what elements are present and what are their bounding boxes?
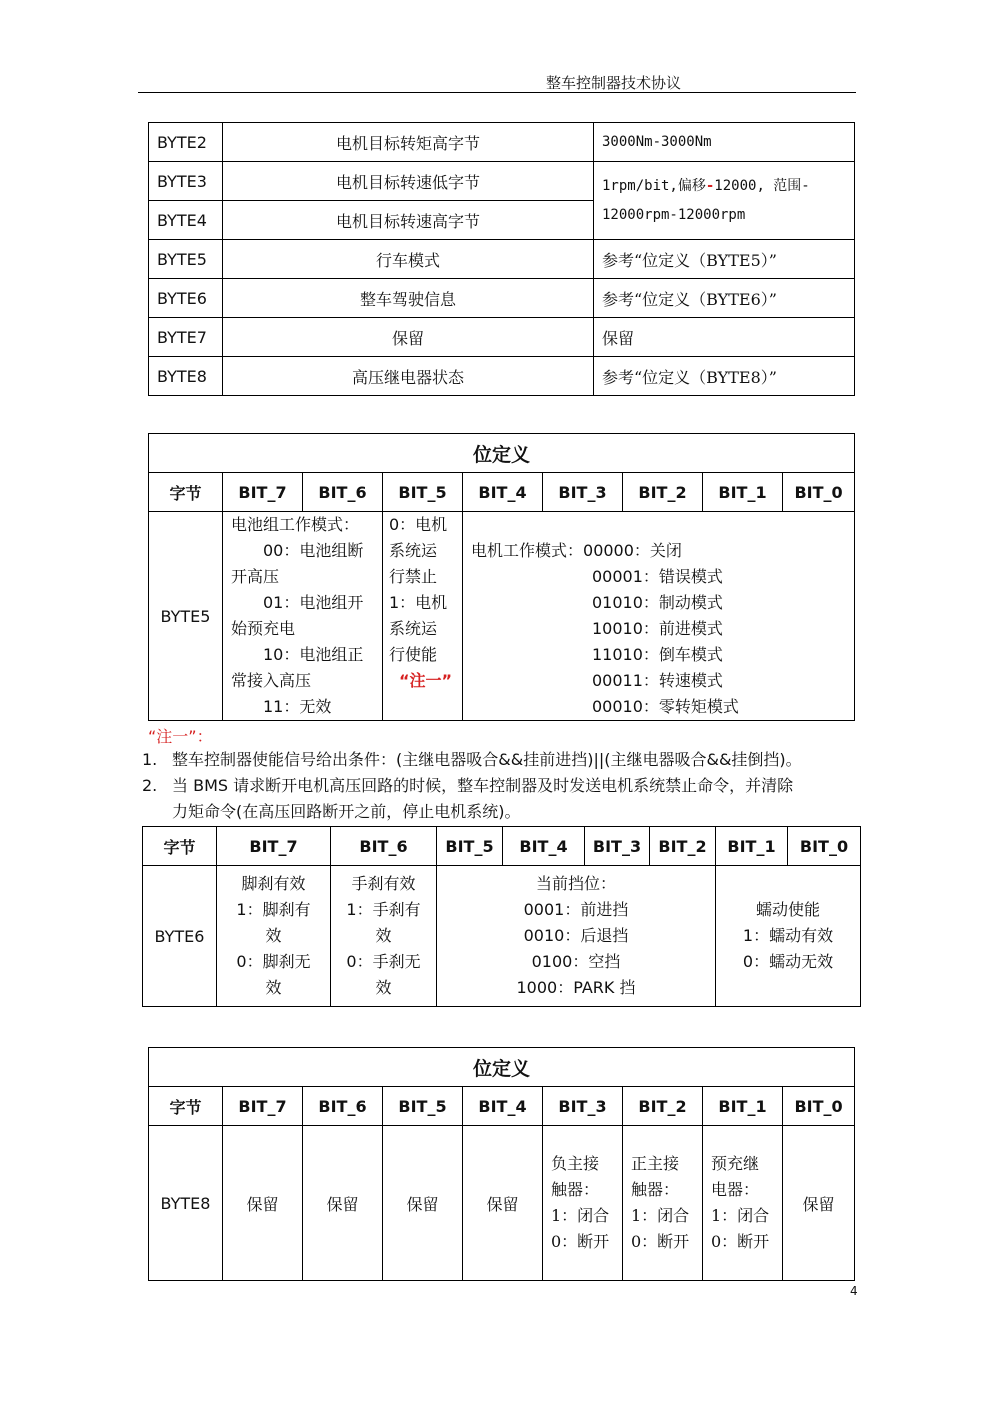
reserved-cell: 保留 [463, 1126, 543, 1281]
negative-contactor-line: 触器： [551, 1180, 600, 1199]
note-item-2 [142, 773, 862, 825]
gear-position-cell [437, 866, 716, 1007]
precharge-relay-line: 0：断开 [711, 1232, 770, 1251]
battery-mode-line: 01：电池组开 [263, 593, 364, 612]
bit7-header: BIT_7 [223, 473, 303, 512]
table-row [143, 866, 861, 1007]
hand-brake-line: 效 [375, 926, 392, 945]
bit3-header: BIT_3 [585, 827, 650, 866]
note-item-1 [142, 747, 862, 773]
positive-contactor-line: 触器： [631, 1180, 680, 1199]
precharge-relay-line: 预充继 [711, 1154, 760, 1173]
motor-enable-line: 行使能 [389, 645, 438, 664]
bit4-header: BIT_4 [503, 827, 585, 866]
motor-mode-item: 00010：零转矩模式 [592, 697, 739, 716]
bit-header-row [149, 1087, 855, 1126]
gear-position-line: 0010：后退挡 [523, 926, 629, 945]
bit1-header: BIT_1 [716, 827, 788, 866]
gear-position-line: 0100：空挡 [531, 952, 621, 971]
byte-cell: BYTE8 [149, 357, 223, 396]
speed-desc-line2: 12000rpm-12000rpm [602, 206, 746, 223]
battery-mode-line: 00：电池组断 [263, 541, 364, 560]
precharge-relay-cell [703, 1126, 783, 1281]
motor-enable-cell [383, 512, 463, 721]
foot-brake-line: 脚刹有效 [241, 874, 306, 893]
hand-brake-line: 手刹有效 [351, 874, 416, 893]
foot-brake-line: 1：脚刹有 [236, 900, 311, 919]
motor-mode-item: 01010：制动模式 [592, 593, 723, 612]
foot-brake-line: 0：脚刹无 [236, 952, 311, 971]
note-item-text: 整车控制器使能信号给出条件：(主继电器吸合&&挂前进挡)||(主继电器吸合&&挂倒挡)。 [172, 750, 802, 769]
battery-mode-line: 10：电池组正 [263, 645, 364, 664]
signal-table [148, 122, 855, 396]
byte-label: BYTE5 [149, 512, 223, 721]
hand-brake-line: 1：手刹有 [346, 900, 421, 919]
note-item-text-cont: 力矩命令(在高压回路断开之前，停止电机系统)。 [172, 802, 521, 821]
motor-enable-line: 系统运 [389, 619, 438, 638]
bit5-header: BIT_5 [383, 473, 463, 512]
signal-name-cell: 电机目标转速高字节 [223, 201, 594, 240]
bit1-header: BIT_1 [703, 1087, 783, 1126]
motor-mode-item: 00001：错误模式 [592, 567, 723, 586]
document-header-title: 整车控制器技术协议 [546, 74, 682, 92]
positive-contactor-line: 1：闭合 [631, 1206, 690, 1225]
byte-label: BYTE6 [143, 866, 217, 1007]
reserved-cell: 保留 [223, 1126, 303, 1281]
signal-name-cell: 整车驾驶信息 [223, 279, 594, 318]
creep-enable-cell [716, 866, 861, 1007]
signal-name-cell: 保留 [223, 318, 594, 357]
reserved-cell: 保留 [383, 1126, 463, 1281]
foot-brake-line: 效 [265, 926, 282, 945]
bit5-header: BIT_5 [437, 827, 503, 866]
bit1-header: BIT_1 [703, 473, 783, 512]
signal-desc-cell: 参考“位定义（BYTE8）” [594, 357, 855, 396]
bit-definition-table-byte6 [142, 826, 861, 1007]
bit2-header: BIT_2 [623, 1087, 703, 1126]
negative-contactor-line: 1：闭合 [551, 1206, 610, 1225]
creep-enable-line: 1：蠕动有效 [742, 926, 834, 945]
byte-cell: BYTE5 [149, 240, 223, 279]
bit6-header: BIT_6 [303, 473, 383, 512]
precharge-relay-line: 电器： [711, 1180, 760, 1199]
negative-contactor-line: 0：断开 [551, 1232, 610, 1251]
battery-mode-line: 开高压 [231, 567, 280, 586]
reserved-cell: 保留 [303, 1126, 383, 1281]
byte-label: BYTE8 [149, 1126, 223, 1281]
byte-header: 字节 [143, 827, 217, 866]
table-row [149, 240, 855, 279]
signal-desc-cell: 参考“位定义（BYTE5）” [594, 240, 855, 279]
byte-cell: BYTE7 [149, 318, 223, 357]
bit7-header: BIT_7 [223, 1087, 303, 1126]
note-title: “注一”： [148, 727, 213, 746]
signal-desc-cell: 保留 [594, 318, 855, 357]
byte-header: 字节 [149, 1087, 223, 1126]
byte-cell: BYTE4 [149, 201, 223, 240]
motor-mode-label: 电机工作模式： [471, 541, 584, 560]
bit0-header: BIT_0 [788, 827, 861, 866]
creep-enable-line: 0：蠕动无效 [742, 952, 834, 971]
byte-cell: BYTE3 [149, 162, 223, 201]
precharge-relay-line: 1：闭合 [711, 1206, 770, 1225]
bit2-header: BIT_2 [650, 827, 716, 866]
bit-header-row [149, 473, 855, 512]
reserved-cell: 保留 [783, 1126, 855, 1281]
byte-header: 字节 [149, 473, 223, 512]
note-item-number: 1. [142, 750, 158, 769]
motor-mode-item: 00000：关闭 [583, 541, 682, 560]
motor-enable-line: 1：电机 [389, 593, 448, 612]
bit-header-row [143, 827, 861, 866]
bit0-header: BIT_0 [783, 1087, 855, 1126]
note-reference: “注一” [399, 671, 453, 690]
table-row [149, 318, 855, 357]
creep-enable-line: 蠕动使能 [755, 900, 820, 919]
signal-desc-cell: 参考“位定义（BYTE6）” [594, 279, 855, 318]
battery-mode-cell [223, 512, 383, 721]
motor-enable-line: 0：电机 [389, 515, 448, 534]
battery-mode-line: 始预充电 [231, 619, 296, 638]
bit4-header: BIT_4 [463, 1087, 543, 1126]
bit6-header: BIT_6 [303, 1087, 383, 1126]
hand-brake-line: 0：手刹无 [346, 952, 421, 971]
motor-mode-item: 10010：前进模式 [592, 619, 723, 638]
gear-position-line: 0001：前进挡 [523, 900, 629, 919]
table-row [149, 123, 855, 162]
bit5-header: BIT_5 [383, 1087, 463, 1126]
battery-mode-line: 常接入高压 [231, 671, 312, 690]
table-row [149, 162, 855, 201]
motor-enable-line: 行禁止 [389, 567, 438, 586]
byte-cell: BYTE2 [149, 123, 223, 162]
battery-mode-line: 电池组工作模式： [231, 515, 360, 534]
bit3-header: BIT_3 [543, 473, 623, 512]
bit-definition-table-byte5 [148, 433, 855, 721]
motor-enable-line: 系统运 [389, 541, 438, 560]
note-item-text: 当 BMS 请求断开电机高压回路的时候，整车控制器及时发送电机系统禁止命令，并清除 [172, 776, 794, 795]
bit2-header: BIT_2 [623, 473, 703, 512]
table-title: 位定义 [149, 434, 855, 473]
negative-contactor-line: 负主接 [551, 1154, 600, 1173]
signal-name-cell: 行车模式 [223, 240, 594, 279]
table-row [149, 1126, 855, 1281]
negative-contactor-cell [543, 1126, 623, 1281]
foot-brake-cell [217, 866, 331, 1007]
speed-desc-line1a: 1rpm/bit,偏移 [602, 177, 706, 194]
speed-desc-cell [594, 162, 855, 240]
byte-cell: BYTE6 [149, 279, 223, 318]
positive-contactor-line: 0：断开 [631, 1232, 690, 1251]
speed-desc-minus: - [705, 177, 715, 194]
motor-mode-cell [463, 512, 855, 721]
table-title: 位定义 [149, 1048, 855, 1087]
table-row [149, 357, 855, 396]
motor-mode-item: 11010：倒车模式 [592, 645, 723, 664]
table-row [149, 512, 855, 721]
signal-desc-cell: 3000Nm-3000Nm [594, 123, 855, 162]
gear-position-line: 1000：PARK 挡 [516, 978, 636, 997]
foot-brake-line: 效 [265, 978, 282, 997]
battery-mode-line: 11：无效 [263, 697, 332, 716]
bit7-header: BIT_7 [217, 827, 331, 866]
bit6-header: BIT_6 [331, 827, 437, 866]
bit4-header: BIT_4 [463, 473, 543, 512]
positive-contactor-cell [623, 1126, 703, 1281]
signal-name-cell: 电机目标转速低字节 [223, 162, 594, 201]
page-number: 4 [850, 1284, 858, 1298]
motor-mode-item: 00011：转速模式 [592, 671, 723, 690]
bit-definition-table-byte8 [148, 1047, 855, 1281]
gear-position-line: 当前挡位： [535, 874, 616, 893]
note-item-number: 2. [142, 776, 158, 795]
positive-contactor-line: 正主接 [631, 1154, 680, 1173]
bit3-header: BIT_3 [543, 1087, 623, 1126]
table-row [149, 279, 855, 318]
signal-name-cell: 电机目标转矩高字节 [223, 123, 594, 162]
speed-desc-line1c: 12000, 范围- [714, 177, 810, 194]
header-divider [138, 92, 856, 93]
motor-mode-line [471, 538, 854, 564]
hand-brake-line: 效 [375, 978, 392, 997]
signal-name-cell: 高压继电器状态 [223, 357, 594, 396]
hand-brake-cell [331, 866, 437, 1007]
bit0-header: BIT_0 [783, 473, 855, 512]
